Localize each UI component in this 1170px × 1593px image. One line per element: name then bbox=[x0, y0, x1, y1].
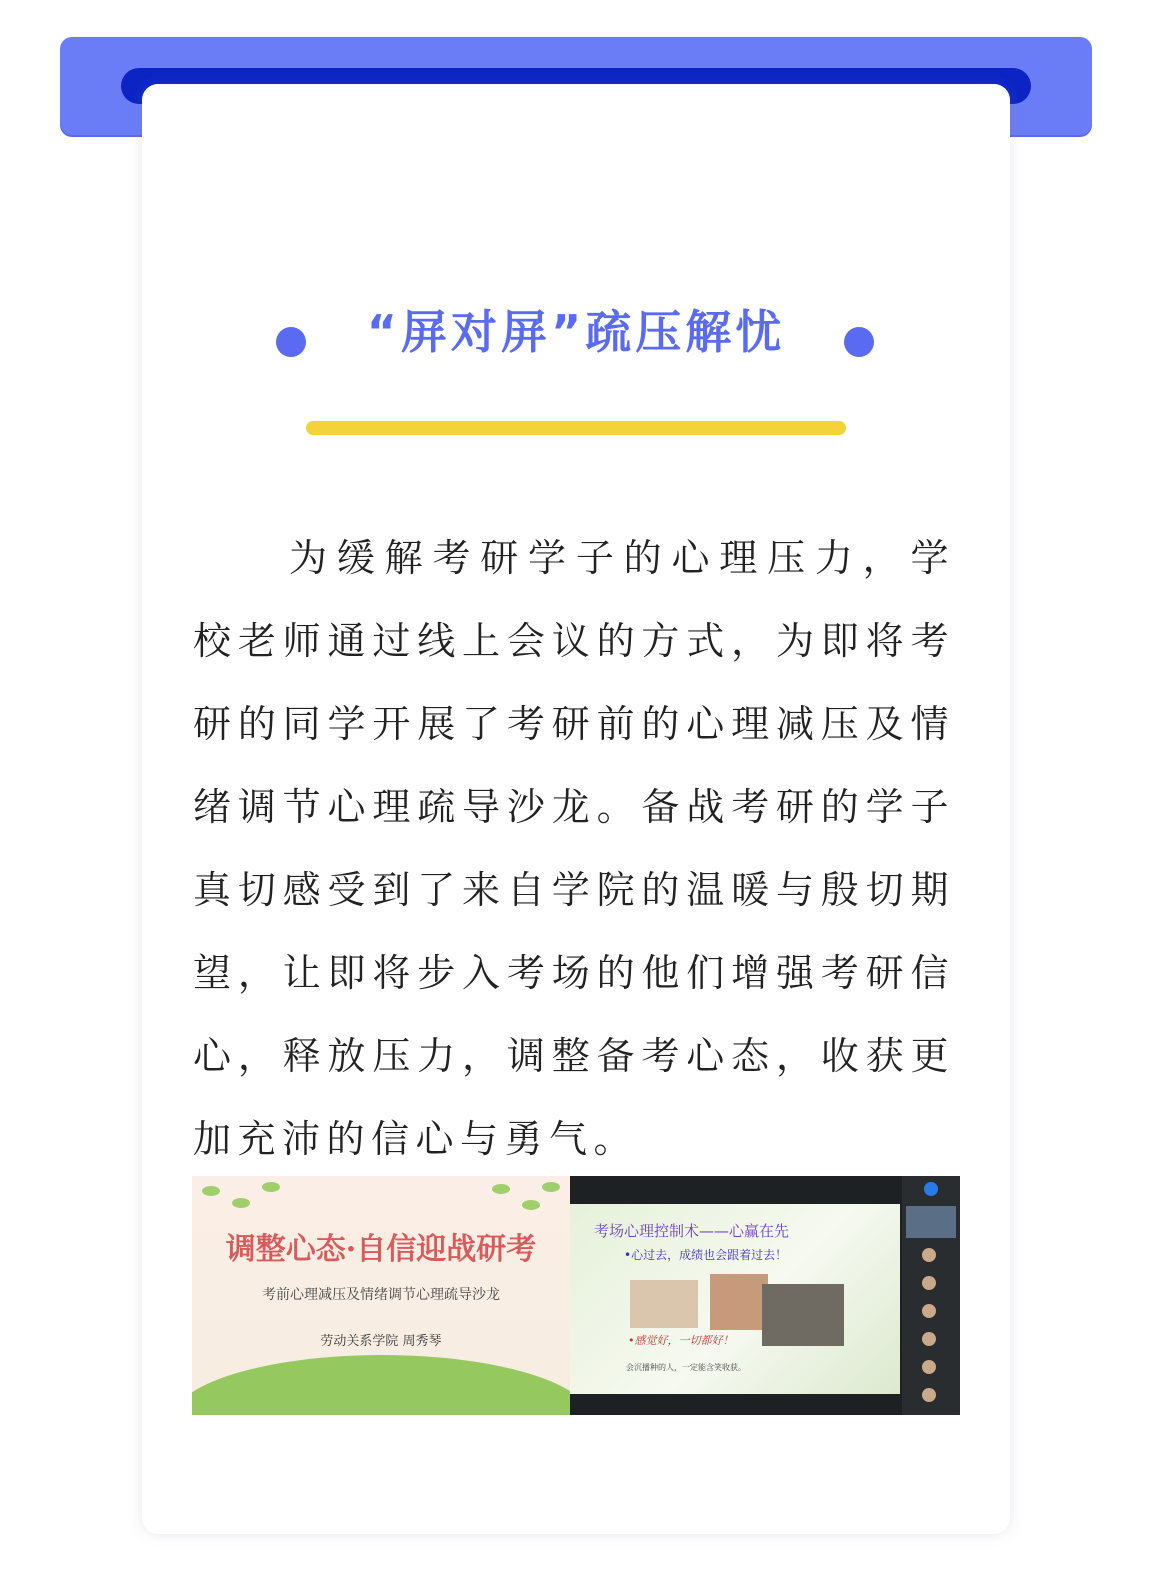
slide-photo bbox=[710, 1274, 768, 1330]
slide-photo bbox=[630, 1280, 698, 1328]
slide-author: 劳动关系学院 周秀琴 bbox=[320, 1334, 442, 1349]
bullet-dot-icon bbox=[844, 327, 874, 357]
avatar bbox=[922, 1388, 936, 1402]
avatar bbox=[922, 1304, 936, 1318]
bullet-dot-icon bbox=[276, 327, 306, 357]
meeting-screen bbox=[570, 1176, 960, 1415]
participant-sidebar bbox=[902, 1176, 960, 1415]
section-heading: “屏对屏”疏压解忧 bbox=[366, 305, 786, 359]
meeting-photo bbox=[192, 1176, 960, 1415]
status-badge bbox=[924, 1182, 938, 1196]
grass-hill bbox=[192, 1355, 570, 1415]
avatar bbox=[922, 1248, 936, 1262]
shared-slide-footer: 会沉播种的人，一定能含笑收获。 bbox=[626, 1363, 746, 1372]
avatar bbox=[922, 1332, 936, 1346]
leaf-icon bbox=[202, 1186, 220, 1196]
leaf-icon bbox=[262, 1182, 280, 1192]
slide-title: 调整心态·自信迎战研考 bbox=[225, 1232, 537, 1267]
leaf-icon bbox=[492, 1184, 510, 1194]
shared-slide-title: 考场心理控制术——心赢在先 bbox=[594, 1222, 790, 1240]
slide-photo bbox=[762, 1284, 844, 1346]
shared-slide-slogan: •感觉好，一切都好！ bbox=[628, 1334, 734, 1347]
avatar bbox=[922, 1276, 936, 1290]
slide-subtitle: 考前心理减压及情绪调节心理疏导沙龙 bbox=[262, 1287, 500, 1303]
heading-underline bbox=[306, 421, 846, 435]
leaf-icon bbox=[542, 1182, 560, 1192]
article-paragraph: 为缓解考研学子的心理压力，学校老师通过线上会议的方式，为即将考研的同学开展了考研前的心理减压及情绪调节心理疏导沙龙。备战考研的学子真切感受到了来自学院的温暖与殷切期望，让即将步入考场的他们增强考研信心，释放压力，调整备考心态，收获更加充沛的信心与勇气。 bbox=[193, 536, 955, 1161]
avatar bbox=[922, 1360, 936, 1374]
article-card bbox=[142, 84, 1010, 1534]
leaf-icon bbox=[522, 1200, 540, 1210]
slide-title-page bbox=[192, 1176, 570, 1415]
shared-slide bbox=[570, 1204, 900, 1394]
section-heading-row bbox=[142, 294, 1010, 374]
shared-slide-bullet: •心过去，成绩也会跟着过去！ bbox=[624, 1248, 788, 1262]
leaf-icon bbox=[232, 1198, 250, 1208]
participant-video bbox=[906, 1206, 956, 1238]
